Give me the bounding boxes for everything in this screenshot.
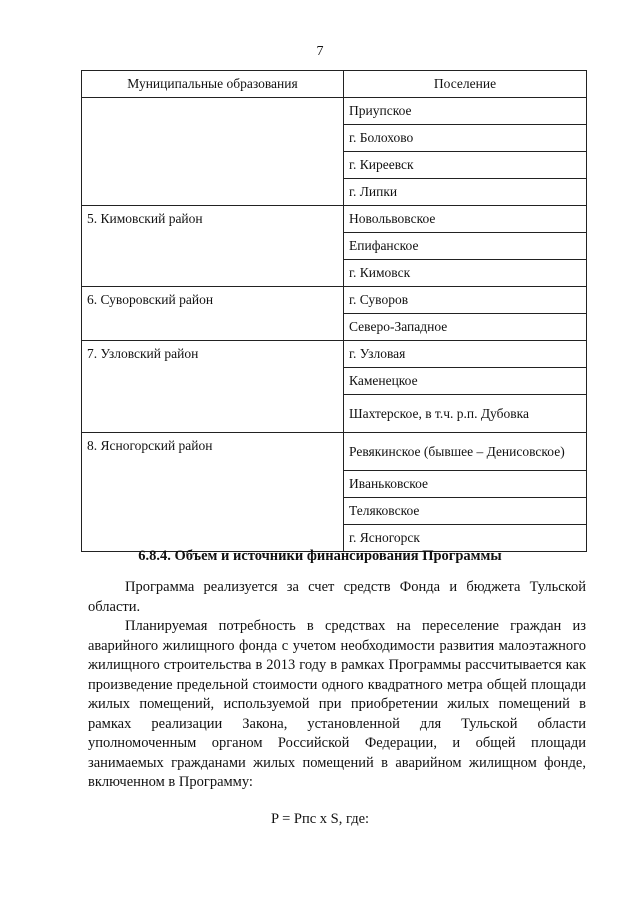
settlement-cell: Каменецкое (344, 368, 587, 395)
header-municipalities: Муниципальные образования (82, 71, 344, 98)
district-cell (82, 98, 344, 206)
settlement-cell: г. Болохово (344, 125, 587, 152)
settlement-cell: Приупское (344, 98, 587, 125)
settlement-cell: г. Суворов (344, 287, 587, 314)
district-cell: 8. Ясногорский район (82, 433, 344, 552)
district-cell: 6. Суворовский район (82, 287, 344, 341)
page-number: 7 (316, 44, 324, 59)
settlement-cell: Теляковское (344, 498, 587, 525)
settlement-cell: г. Киреевск (344, 152, 587, 179)
district-cell: 7. Узловский район (82, 341, 344, 433)
paragraph: Планируемая потребность в средствах на переселение граждан из аварийного жилищного фонда с учетом необходимости развития малоэтажного жилищного строительства в 2013 году в рамках Программы рассчитывается как произведение предельной стоимости одного квадратного метра общей площади жилых помещений, используемой при приобретении жилых помещений в рамках реализации Закона, установленной для Тульской области уполномоченным органом Российской Федерации, и общей площади занимаемых гражданами жилых помещений в аварийном жилищном фонде, включенном в Программу: (88, 618, 586, 790)
settlement-cell: г. Липки (344, 179, 587, 206)
table-row (82, 206, 587, 233)
settlement-cell: Северо-Западное (344, 314, 587, 341)
table-row (82, 341, 587, 368)
district-cell: 5. Кимовский район (82, 206, 344, 287)
settlement-cell: Епифанское (344, 233, 587, 260)
table-row (82, 98, 587, 125)
settlement-cell: г. Узловая (344, 341, 587, 368)
settlement-cell: Ревякинское (бывшее – Денисовское) (344, 433, 587, 471)
settlement-cell: Шахтерское, в т.ч. р.п. Дубовка (344, 395, 587, 433)
paragraph: Программа реализуется за счет средств Фонда и бюджета Тульской области. (88, 579, 586, 615)
settlement-cell: г. Ясногорск (344, 525, 587, 552)
settlement-cell: Иваньковское (344, 471, 587, 498)
section-title: 6.8.4. Объем и источники финансирования Программы (138, 548, 502, 564)
settlement-cell: Новольвовское (344, 206, 587, 233)
table-row (82, 287, 587, 314)
table-row (82, 433, 587, 471)
table-header-row (82, 71, 587, 98)
settlement-cell: г. Кимовск (344, 260, 587, 287)
settlements-table (81, 70, 587, 552)
header-settlement: Поселение (344, 71, 587, 98)
formula: P = Pпс x S, где: (270, 811, 370, 827)
